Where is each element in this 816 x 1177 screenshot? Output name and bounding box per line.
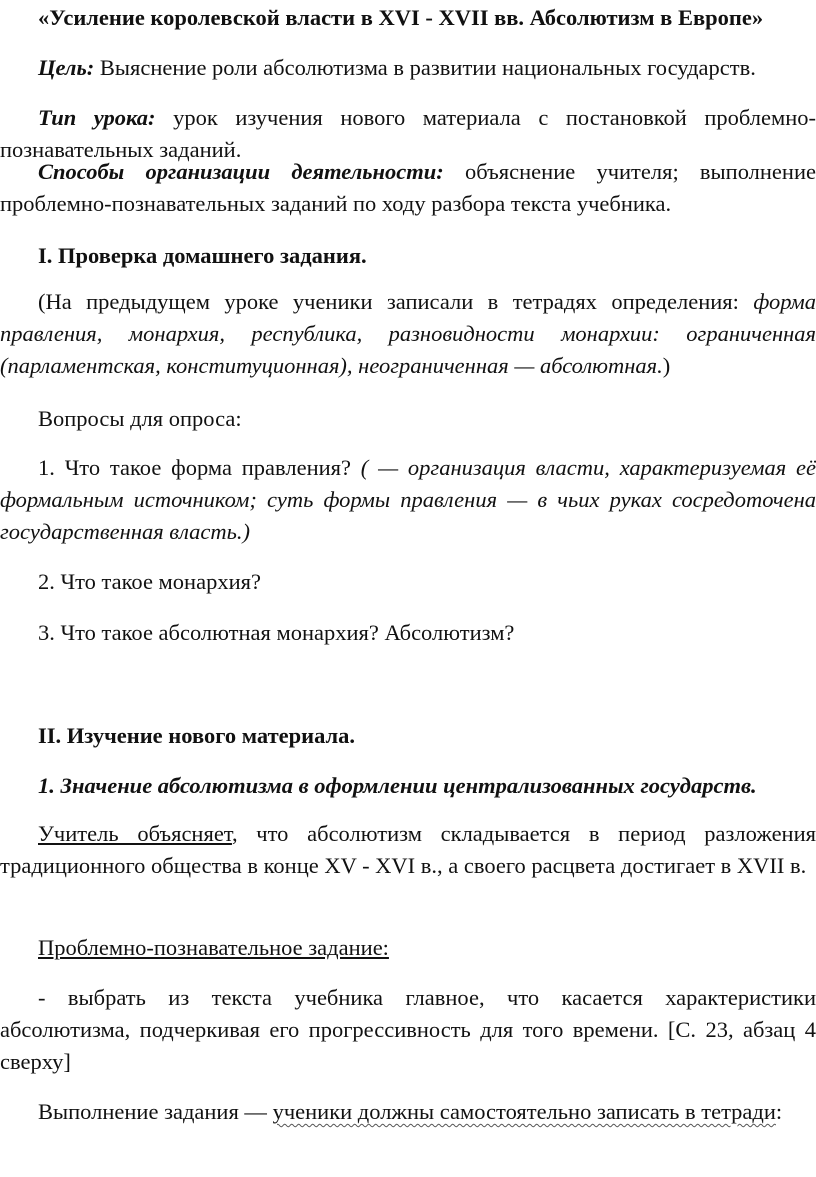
homework-paragraph — [0, 286, 816, 382]
methods-label: Способы организации деятельности: — [38, 159, 444, 184]
lesson-type-label: Тип урока: — [38, 105, 156, 130]
execution-suffix: : — [775, 1099, 783, 1124]
questions-heading: Вопросы для опроса: — [38, 406, 242, 431]
methods-text: объяснение учителя; выполнение проблемно-познавательных заданий по ходу разбора текста учебника. — [0, 159, 816, 216]
lesson-type-text: урок изучения нового материала с постановкой проблемно-познавательных заданий. — [0, 105, 816, 162]
homework-close: ) — [662, 353, 671, 378]
document-title: «Усиление королевской власти в XVI - XVII вв. Абсолютизм в Европе» — [38, 5, 764, 30]
goal-label: Цель: — [38, 55, 95, 80]
teacher-paragraph — [0, 818, 816, 882]
question-2: 2. Что такое монархия? — [38, 569, 261, 594]
methods-paragraph — [0, 156, 816, 220]
section2-heading: II. Изучение нового материала. — [38, 723, 356, 748]
homework-intro: (На предыдущем уроке ученики записали в тетрадях определения: — [38, 289, 754, 314]
question-1-answer: ( — организация власти, характеризуемая её формальным источником; суть формы правления — в чьих руках сосредоточена государственная власть.) — [0, 455, 816, 544]
section2-subheading: 1. Значение абсолютизма в оформлении централизованных государств. — [38, 773, 757, 798]
question-1 — [0, 452, 816, 548]
goal-text: Выяснение роли абсолютизма в развитии национальных государств. — [94, 55, 756, 80]
execution-paragraph — [0, 1096, 816, 1128]
execution-underlined-text: ученики должны самостоятельно записать в тетради — [272, 1099, 776, 1124]
homework-terms: форма правления, монархия, республика, разновидности монархии: ограниченная (парламентская, конституционная), неограниченная — абсолютная. — [0, 289, 816, 378]
section1-heading: I. Проверка домашнего задания. — [38, 243, 367, 268]
question-1-text: 1. Что такое форма правления? — [38, 455, 361, 480]
teacher-label: Учитель объясняет — [38, 821, 232, 846]
execution-prefix: Выполнение задания — — [38, 1099, 273, 1124]
question-3: 3. Что такое абсолютная монархия? Абсолютизм? — [38, 620, 515, 645]
goal-paragraph — [0, 52, 816, 84]
problem-task-heading: Проблемно-познавательное задание: — [38, 935, 389, 960]
task-paragraph: - выбрать из текста учебника главное, что касается характеристики абсолютизма, подчеркивая его прогрессивность для того времени. [С. 23, абзац 4 сверху] — [0, 985, 816, 1074]
teacher-text: , что абсолютизм складывается в период разложения традиционного общества в конце XV - XVI в., а своего расцвета достигает в XVII в. — [0, 821, 816, 878]
